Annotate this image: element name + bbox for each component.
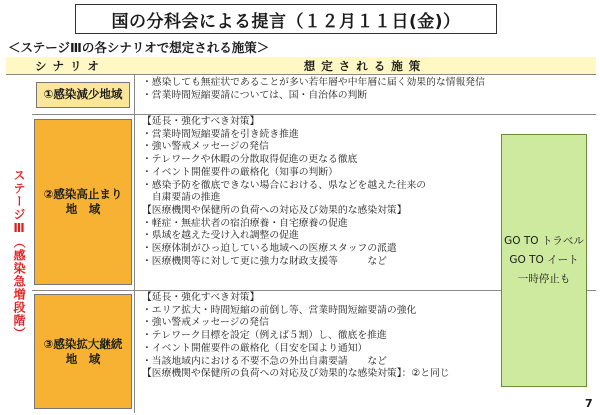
policy-item: 【延長・強化すべき対策】 (142, 116, 260, 127)
policy-item: 【医療機関や保健所の負荷への対応及び効果的な感染対策】：②と同じ (142, 368, 450, 380)
table-row-1 (32, 75, 596, 115)
policy-item: ・軽症・無症状者の宿泊療養・自宅療養の促進 (142, 217, 348, 229)
policy-item: ・強い警戒メッセージの発信 (142, 317, 269, 329)
policy-item: ・県域を越えた受け入れ調整の促進 (142, 230, 299, 242)
policy-list-1 (142, 77, 485, 102)
policy-list-3 (142, 292, 450, 381)
policy-item: ・当該地域内における不要不急の外出自粛要請 など (142, 355, 387, 367)
page-number: 7 (585, 397, 593, 410)
policy-item: ・医療機関等に対して更に強力な財政支援等 など (142, 255, 387, 267)
policy-item: ・テレワーク目標を設定（例えば５割）し、徹底を推進 (142, 330, 387, 342)
goto-line: 一時停止も (517, 273, 571, 285)
policy-item: ・営業時間短縮要請については、国・自治体の判断 (142, 89, 368, 101)
header-scenario: シナリオ (6, 57, 135, 75)
policy-item: ・イベント開催要件の厳格化（目安を国より通知） (142, 342, 368, 354)
scenario-line: ③感染拡大継続 (43, 336, 123, 351)
header-policy: 想定される施策 (134, 57, 596, 75)
policy-item: ・エリア拡大・時間短縮の前倒し等、営業時間短縮要請の強化 (142, 304, 417, 316)
policy-item: 【延長・強化すべき対策】 (142, 292, 260, 303)
policy-item: ・感染予防を徹底できない場合における、県などを越えた往来の (142, 179, 427, 191)
policy-item: ・感染しても無症状であることが多い若年層や中年層に届く効果的な情報発信 (142, 77, 485, 88)
policy-item: ・医療体制がひっ迫している地域への医療スタッフの派遣 (142, 243, 397, 255)
policy-item: ・強い警戒メッセージの発信 (142, 141, 269, 153)
goto-line: GO TO トラベル (504, 235, 584, 247)
page-title: 国の分科会による提言（１２月１１日(金)） (75, 4, 497, 34)
policy-item: ・テレワークや休暇の分散取得促進の更なる徹底 (142, 154, 358, 166)
goto-suspension-box (501, 134, 587, 387)
stage-label: ステージⅢ（感染急増段階） (12, 169, 26, 340)
policy-item: ・イベント開催要件の厳格化（知事の判断） (142, 166, 338, 178)
scenario-line: ②感染高止まり (43, 187, 123, 201)
scenario-line: ①感染減少地域 (43, 87, 123, 101)
policy-item: 【医療機関や保健所の負荷への対応及び効果的な感染対策】 (142, 204, 407, 216)
page-subtitle: ＜ステージⅢの各シナリオで想定される施策＞ (8, 40, 270, 55)
scenario-label-1 (36, 82, 130, 108)
policy-list-2 (142, 116, 426, 268)
goto-line: GO TO イート (509, 254, 579, 266)
scenario-label-3 (34, 294, 132, 409)
scenario-line: 地 域 (65, 202, 101, 216)
policy-item: ・営業時間短縮要請を引き続き推進 (142, 128, 299, 140)
policy-item: 自粛要請の推進 (142, 192, 221, 204)
stage-column (6, 75, 32, 413)
scenario-label-2 (34, 119, 132, 285)
scenario-line: 地 域 (65, 351, 101, 366)
